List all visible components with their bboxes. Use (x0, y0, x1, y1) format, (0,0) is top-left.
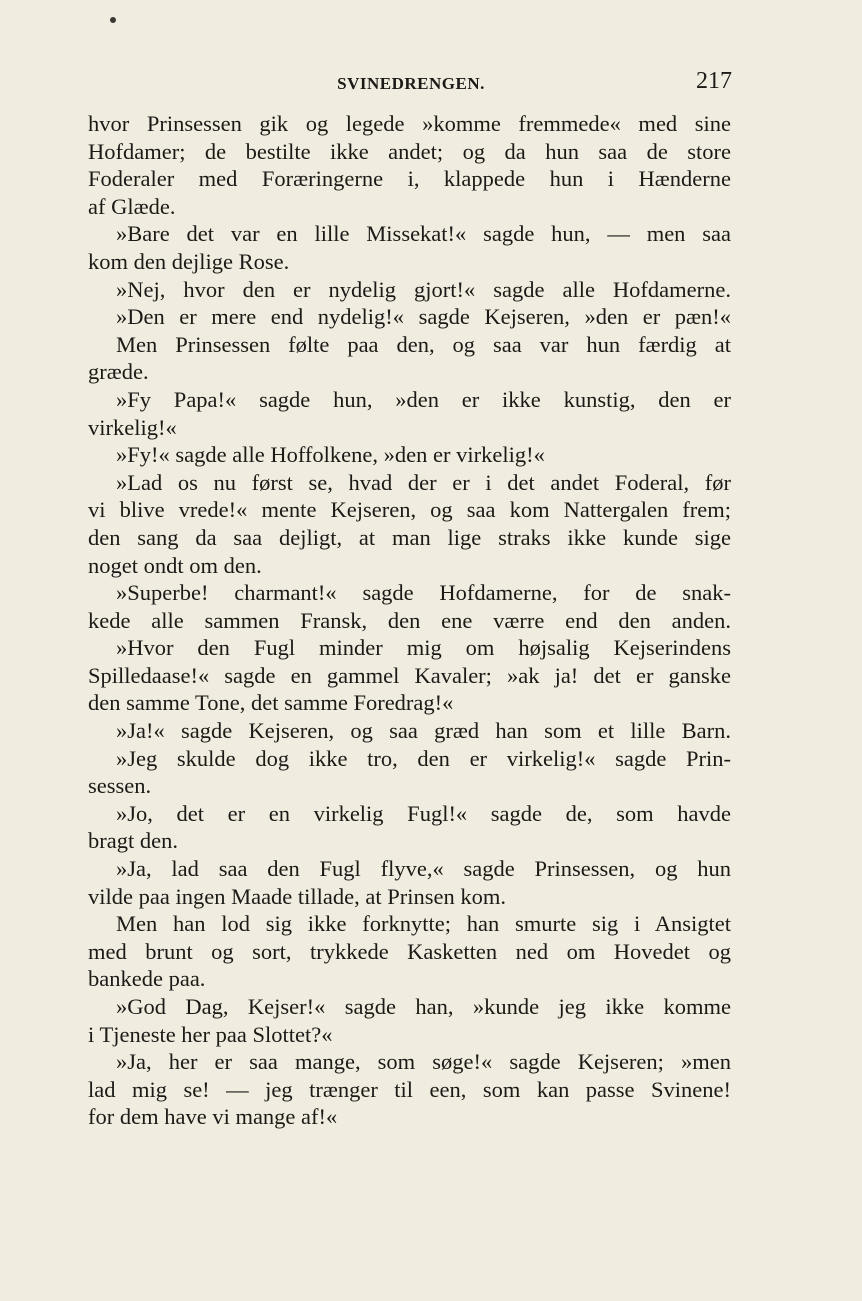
text-line: vilde paa ingen Maade tillade, at Prinsen kom. (88, 883, 507, 909)
text-line: i Tjeneste her paa Slottet?« (88, 1021, 333, 1047)
body-text (88, 110, 731, 1131)
text-line: sessen. (88, 773, 152, 799)
text-line: kede alle sammen Fransk, den ene værre end den anden. (88, 607, 731, 633)
text-line: »Nej, hvor den er nydelig gjort!« sagde alle Hofdamerne. (116, 276, 731, 302)
running-title: SVINEDRENGEN. (337, 74, 485, 93)
text-line: af Glæde. (88, 193, 176, 219)
text-line: Foderaler med Foræringerne i, klappede hun i Hænderne (88, 166, 731, 192)
text-line: »Ja, lad saa den Fugl flyve,« sagde Prinsessen, og hun (116, 856, 731, 882)
text-line: bankede paa. (88, 966, 206, 992)
text-line: »God Dag, Kejser!« sagde han, »kunde jeg ikke komme (116, 994, 731, 1019)
text-line: »Ja, her er saa mange, som søge!« sagde Kejseren; »men (116, 1049, 731, 1075)
page-number: 217 (696, 68, 732, 94)
text-line: »Ja!« sagde Kejseren, og saa græd han som et lille Barn. (116, 718, 731, 744)
text-line: »Jo, det er en virkelig Fugl!« sagde de, som havde (116, 800, 731, 826)
text-line: bragt den. (88, 828, 178, 854)
text-line: »Den er mere end nydelig!« sagde Kejseren, »den er pæn!« (116, 304, 731, 330)
text-line: »Fy Papa!« sagde hun, »den er ikke kunstig, den er (116, 386, 731, 412)
text-line: noget ondt om den. (88, 552, 262, 578)
text-line: vi blive vrede!« mente Kejseren, og saa kom Nattergalen frem; (88, 497, 731, 523)
printer-dot-mark (110, 17, 116, 23)
text-line: Hofdamer; de bestilte ikke andet; og da hun saa de store (88, 138, 731, 164)
text-line: Men han lod sig ikke forknytte; han smurte sig i Ansigtet (116, 911, 731, 937)
text-line: »Jeg skulde dog ikke tro, den er virkelig!« sagde Prin- (116, 745, 731, 771)
text-line: »Bare det var en lille Missekat!« sagde hun, — men saa (116, 221, 731, 247)
text-line: kom den dejlige Rose. (88, 248, 290, 274)
text-line: hvor Prinsessen gik og legede »komme fremmede« med sine (88, 111, 731, 136)
page-header (90, 68, 732, 100)
text-line: græde. (88, 359, 149, 385)
text-line: den sang da saa dejligt, at man lige straks ikke kunde sige (88, 524, 731, 550)
text-line: »Superbe! charmant!« sagde Hofdamerne, for de snak- (116, 580, 731, 606)
text-line: »Hvor den Fugl minder mig om højsalig Kejserindens (116, 635, 731, 661)
text-line: den samme Tone, det samme Foredrag!« (88, 690, 454, 716)
text-line: Spilledaase!« sagde en gammel Kavaler; »ak ja! det er ganske (88, 662, 731, 688)
text-line: for dem have vi mange af!« (88, 1104, 338, 1130)
text-line: med brunt og sort, trykkede Kasketten ned om Hovedet og (88, 938, 731, 964)
text-line: lad mig se! — jeg trænger til een, som kan passe Svinene! (88, 1076, 731, 1102)
text-line: Men Prinsessen følte paa den, og saa var hun færdig at (116, 331, 731, 357)
text-line: »Lad os nu først se, hvad der er i det andet Foderal, før (116, 469, 731, 495)
text-line: »Fy!« sagde alle Hoffolkene, »den er virkelig!« (116, 442, 545, 468)
text-line: virkelig!« (88, 414, 177, 440)
